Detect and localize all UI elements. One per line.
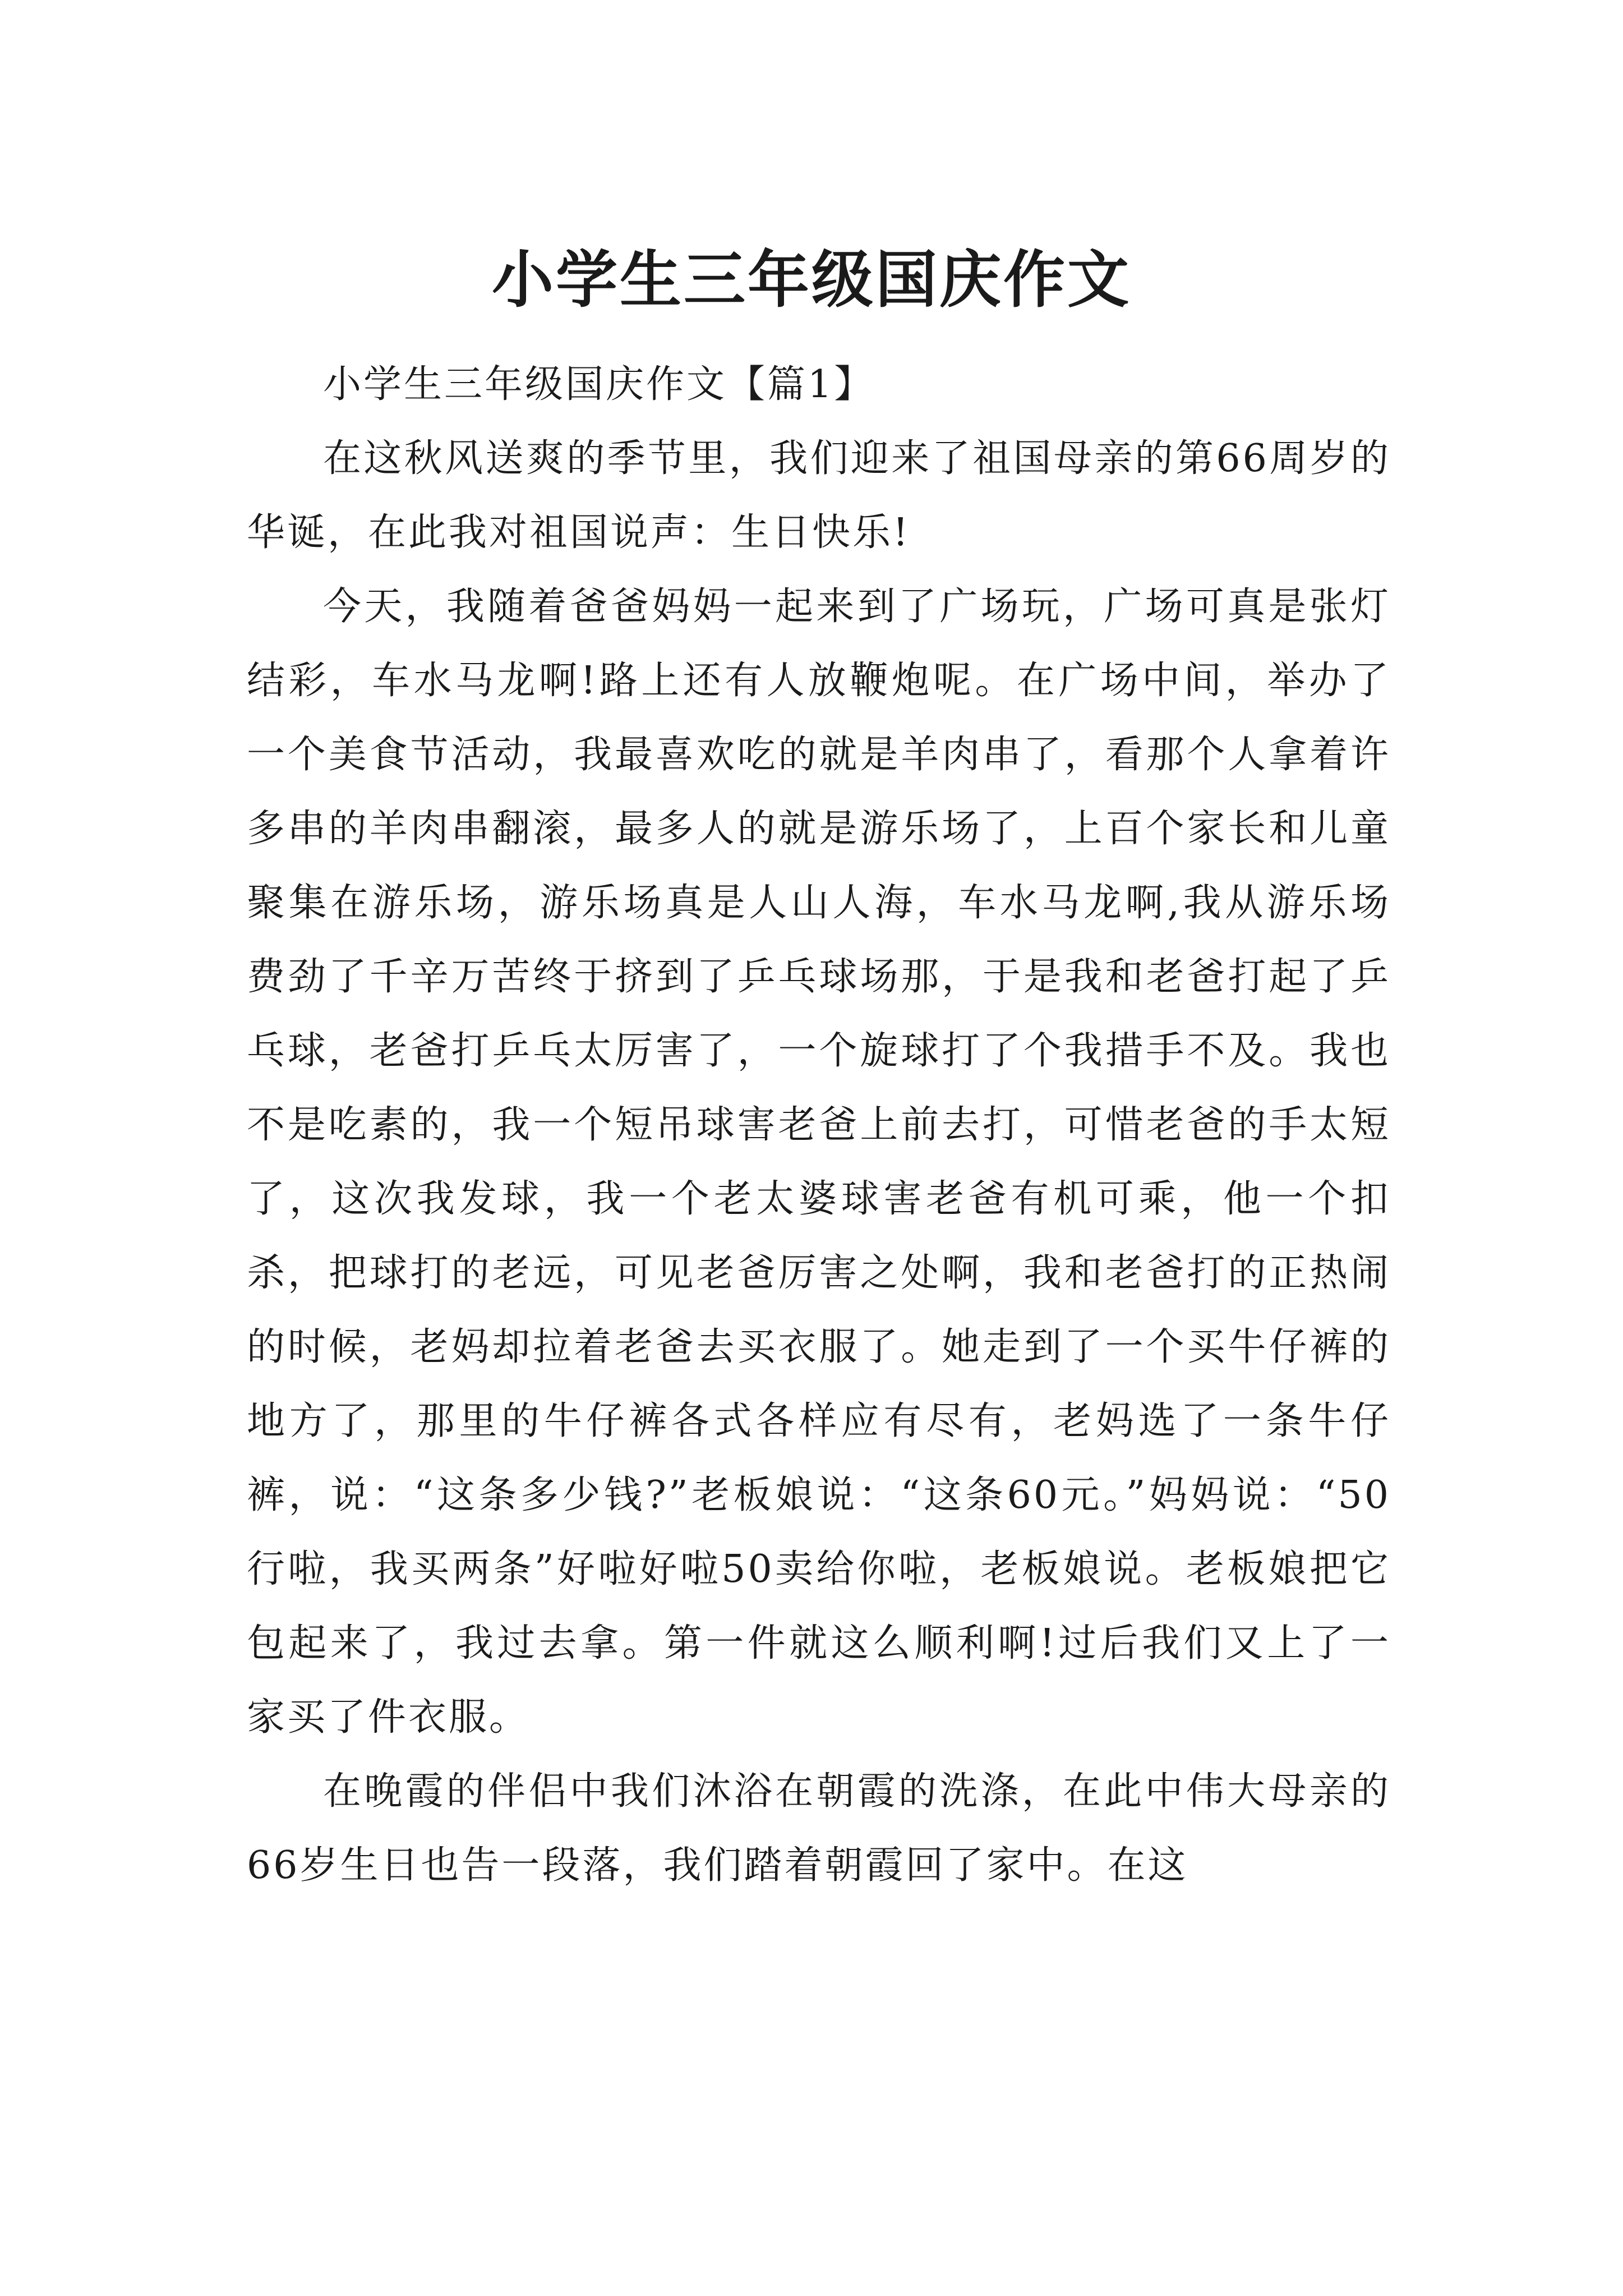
paragraph: 在这秋风送爽的季节里，我们迎来了祖国母亲的第66周岁的华诞，在此我对祖国说声：生日快乐! <box>247 436 1391 555</box>
paragraph: 今天，我随着爸爸妈妈一起来到了广场玩，广场可真是张灯结彩，车水马龙啊!路上还有人放鞭炮呢。在广场中间，举办了一个美食节活动，我最喜欢吃的就是羊肉串了，看那个人拿着许多串的羊肉串翻滚，最多人的就是游乐场了，上百个家长和儿童聚集在游乐场，游乐场真是人山人海，车水马龙啊,我从游乐场费劲了千辛万苦终于挤到了乒乓球场那，于是我和老爸打起了乒乓球，老爸打乒乓太厉害了，一个旋球打了个我措手不及。我也不是吃素的，我一个短吊球害老爸上前去打，可惜老爸的手太短了，这次我发球，我一个老太婆球害老爸有机可乘，他一个扣杀，把球打的老远，可见老爸厉害之处啊，我和老爸打的正热闹的时候，老妈却拉着老爸去买衣服了。她走到了一个买牛仔裤的地方了，那里的牛仔裤各式各样应有尽有，老妈选了一条牛仔裤，说：“这条多少钱?”老板娘说：“这条60元。”妈妈说：“50行啦，我买两条”好啦好啦50卖给你啦，老板娘说。老板娘把它包起来了，我过去拿。第一件就这么顺利啊!过后我们又上了一家买了件衣服。 <box>247 585 1391 1740</box>
document-title: 小学生三年级国庆作文 <box>492 243 1131 316</box>
section-heading: 小学生三年级国庆作文【篇1】 <box>323 362 875 407</box>
document-body <box>247 348 1391 1903</box>
paragraph: 在晚霞的伴侣中我们沐浴在朝霞的洗涤，在此中伟大母亲的66岁生日也告一段落，我们踏着朝霞回了家中。在这 <box>247 1769 1391 1888</box>
